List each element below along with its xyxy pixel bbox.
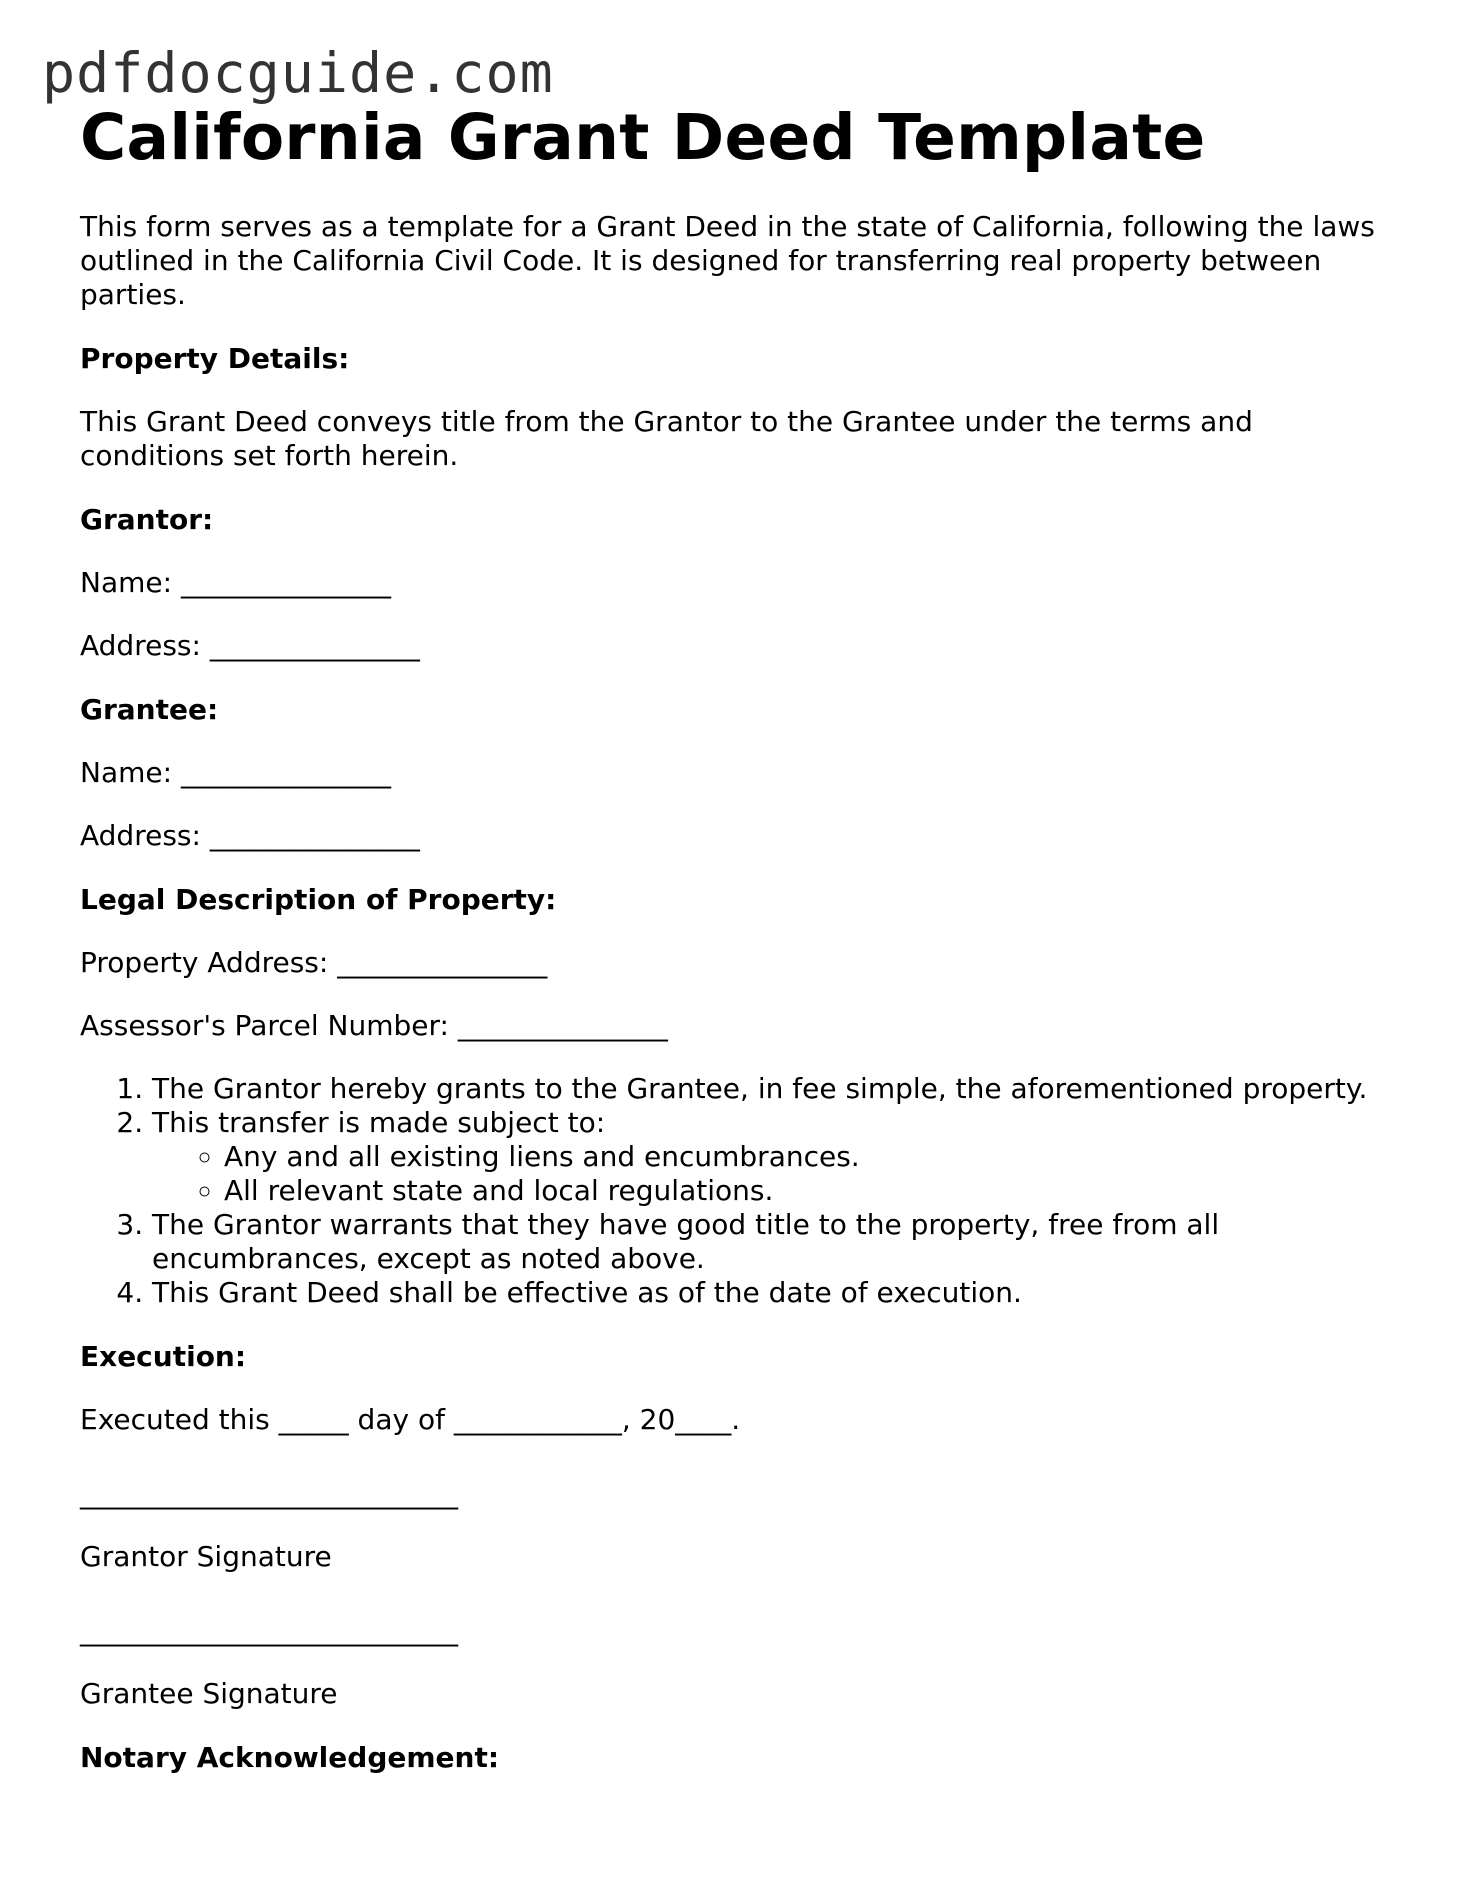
grantee-heading: Grantee: <box>80 693 219 726</box>
property-address-field[interactable]: Property Address: _______________ <box>80 946 548 979</box>
term-2-text: This transfer is made subject to: <box>152 1106 606 1139</box>
property-details-text: This Grant Deed conveys title from the Grantor to the Grantee under the terms and conditions set forth herein. <box>80 405 1253 472</box>
term-2-sub-1-text: Any and all existing liens and encumbrances. <box>224 1140 860 1173</box>
term-3-text: The Grantor warrants that they have good title to the property, free from all encumbrances, except as noted above. <box>152 1208 1220 1275</box>
list-item <box>152 1276 1380 1310</box>
term-2-sub-2-text: All relevant state and local regulations. <box>224 1174 774 1207</box>
list-item <box>224 1140 1380 1174</box>
list-item <box>152 1208 1380 1276</box>
property-details-heading: Property Details: <box>80 342 350 375</box>
document-body <box>80 102 1380 1775</box>
grantor-heading: Grantor: <box>80 503 214 536</box>
grantor-signature-line[interactable]: ___________________________ <box>80 1477 458 1510</box>
intro-paragraph: This form serves as a template for a Grant Deed in the state of California, following the laws outlined in the California Civil Code. It is designed for transferring real property between parties. <box>80 210 1375 311</box>
notary-heading: Notary Acknowledgement: <box>80 1741 500 1774</box>
execution-heading: Execution: <box>80 1340 247 1373</box>
grantee-signature-label: Grantee Signature <box>80 1677 338 1710</box>
execution-date-line[interactable]: Executed this _____ day of ____________, 20____. <box>80 1403 741 1436</box>
watermark: pdfdocguide.com <box>42 41 554 105</box>
legal-description-heading: Legal Description of Property: <box>80 883 557 916</box>
list-item <box>224 1174 1380 1208</box>
grantee-address-field[interactable]: Address: _______________ <box>80 819 420 852</box>
term-4-text: This Grant Deed shall be effective as of the date of execution. <box>152 1276 1022 1309</box>
list-item <box>152 1106 1380 1208</box>
terms-list <box>80 1072 1380 1310</box>
grantor-signature-label: Grantor Signature <box>80 1540 332 1573</box>
list-item <box>152 1072 1380 1106</box>
term-2-sublist <box>152 1140 1380 1208</box>
parcel-number-field[interactable]: Assessor's Parcel Number: _______________ <box>80 1009 668 1042</box>
grantee-name-field[interactable]: Name: _______________ <box>80 756 391 789</box>
grantor-address-field[interactable]: Address: _______________ <box>80 629 420 662</box>
page-title: California Grant Deed Template <box>80 101 1206 174</box>
term-1-text: The Grantor hereby grants to the Grantee, in fee simple, the aforementioned property. <box>152 1072 1368 1105</box>
grantor-name-field[interactable]: Name: _______________ <box>80 566 391 599</box>
grantee-signature-line[interactable]: ___________________________ <box>80 1614 458 1647</box>
